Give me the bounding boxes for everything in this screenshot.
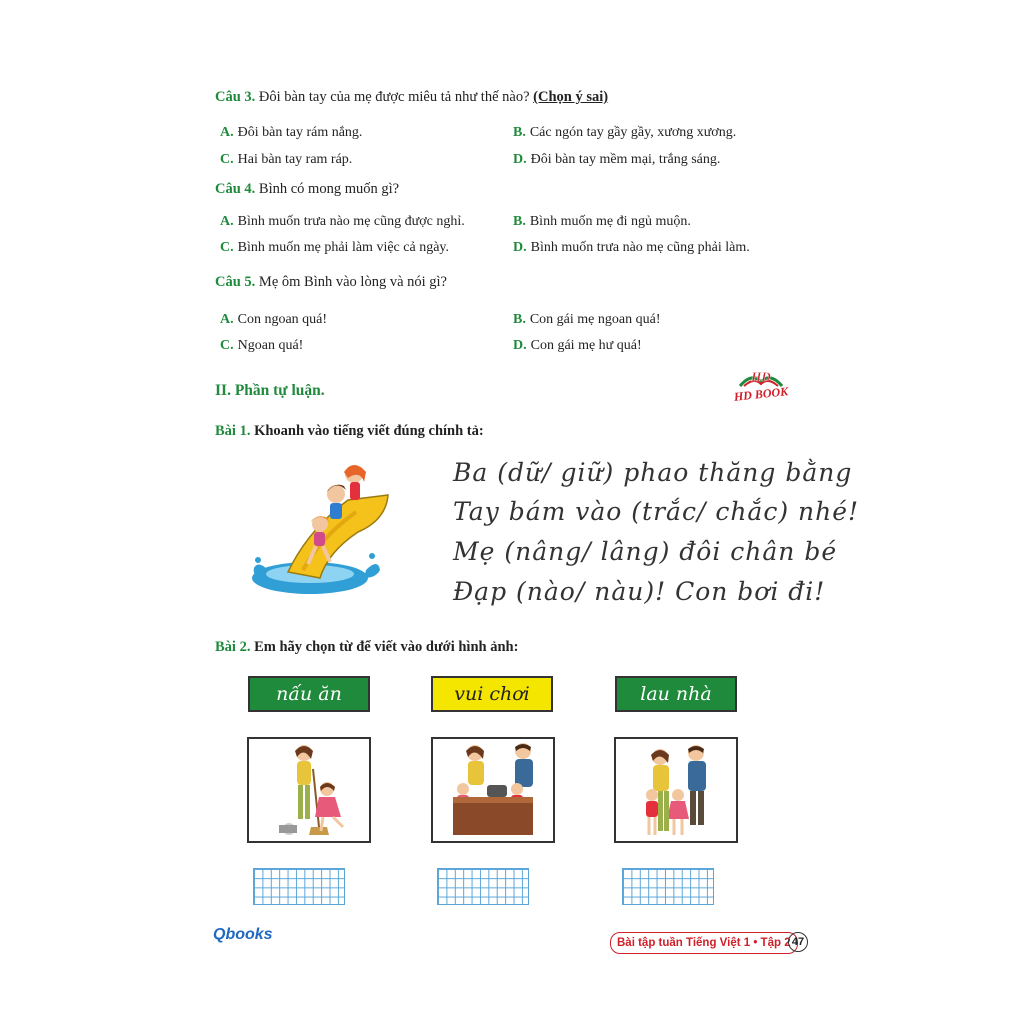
- hd-book-logo: [726, 364, 796, 404]
- qbooks-logo: [213, 926, 273, 944]
- question-3: [215, 88, 608, 106]
- option-b[interactable]: [513, 213, 691, 231]
- question-number: Câu 4.: [215, 181, 256, 197]
- option-text: Hai bàn tay ram ráp.: [237, 152, 353, 167]
- option-letter: D.: [513, 338, 527, 353]
- option-c[interactable]: [220, 151, 352, 169]
- exercise-instruction: Em hãy chọn từ để viết vào dưới hình ảnh:: [254, 639, 519, 655]
- question-5: [215, 273, 447, 291]
- picture-family-together: [614, 737, 738, 843]
- option-letter: B.: [513, 125, 526, 140]
- section-title: II. Phần tự luận.: [215, 382, 325, 399]
- exercise-label: Bài 1.: [215, 423, 251, 439]
- question-note: (Chọn ý sai): [533, 89, 609, 105]
- cursive-line-4: Đạp (nào/ nàu)! Con bơi đi!: [453, 577, 826, 606]
- option-d[interactable]: [513, 337, 642, 355]
- option-text: Đôi bàn tay rám nắng.: [237, 125, 363, 140]
- exercise-2-heading: [215, 639, 518, 656]
- option-b[interactable]: [513, 311, 660, 329]
- option-text: Bình muốn trưa nào mẹ cũng được nghỉ.: [237, 214, 465, 229]
- option-letter: B.: [513, 214, 526, 229]
- question-text: Đôi bàn tay của mẹ được miêu tả như thế nào?: [258, 89, 530, 105]
- question-text: Bình có mong muốn gì?: [258, 181, 400, 197]
- option-b[interactable]: [513, 124, 736, 142]
- option-letter: B.: [513, 312, 526, 327]
- option-text: Đôi bàn tay mềm mại, trắng sáng.: [530, 152, 721, 167]
- writing-grid[interactable]: [622, 868, 714, 905]
- option-letter: A.: [220, 125, 234, 140]
- book-title: Bài tập tuần Tiếng Việt 1 • Tập 2: [617, 937, 791, 949]
- option-c[interactable]: [220, 337, 303, 355]
- page-number: 47: [788, 932, 808, 952]
- option-letter: A.: [220, 214, 234, 229]
- option-text: Con ngoan quá!: [237, 312, 328, 327]
- exercise-1-heading: [215, 423, 484, 440]
- book-title-badge: [610, 932, 798, 954]
- option-text: Bình muốn trưa nào mẹ cũng phải làm.: [530, 240, 750, 255]
- option-text: Con gái mẹ hư quá!: [530, 338, 642, 353]
- cursive-line-3: Mẹ (nâng/ lâng) đôi chân bé: [453, 537, 838, 566]
- exercise-label: Bài 2.: [215, 639, 251, 655]
- option-letter: C.: [220, 338, 234, 353]
- option-text: Con gái mẹ ngoan quá!: [529, 312, 661, 327]
- cursive-line-2: Tay bám vào (trắc/ chắc) nhé!: [453, 497, 860, 526]
- option-letter: D.: [513, 240, 527, 255]
- brand-text: Qbooks: [213, 926, 273, 943]
- word-box-playing: vui chơi: [431, 676, 553, 712]
- writing-grid[interactable]: [253, 868, 345, 905]
- option-letter: D.: [513, 152, 527, 167]
- exercise-instruction: Khoanh vào tiếng viết đúng chính tả:: [254, 423, 484, 439]
- option-d[interactable]: [513, 239, 750, 257]
- option-a[interactable]: [220, 213, 465, 231]
- logo-top-text: HD: [751, 369, 771, 384]
- option-c[interactable]: [220, 239, 449, 257]
- option-letter: C.: [220, 240, 234, 255]
- word-box-cleaning: lau nhà: [615, 676, 737, 712]
- option-text: Bình muốn mẹ phải làm việc cả ngày.: [237, 240, 449, 255]
- cursive-line-1: Ba (dữ/ giữ) phao thăng bằng: [453, 458, 853, 487]
- option-a[interactable]: [220, 124, 362, 142]
- option-text: Các ngón tay gầy gầy, xương xương.: [529, 125, 737, 140]
- question-text: Mẹ ôm Bình vào lòng và nói gì?: [258, 274, 447, 290]
- water-slide-illustration: [248, 460, 396, 605]
- writing-grid[interactable]: [437, 868, 529, 905]
- option-text: Ngoan quá!: [237, 338, 304, 353]
- option-a[interactable]: [220, 311, 327, 329]
- option-letter: C.: [220, 152, 234, 167]
- logo-bottom-text: HD BOOK: [733, 384, 789, 404]
- option-d[interactable]: [513, 151, 720, 169]
- question-4: [215, 180, 399, 198]
- picture-sweeping: [247, 737, 371, 843]
- question-number: Câu 5.: [215, 274, 256, 290]
- option-text: Bình muốn mẹ đi ngủ muộn.: [529, 214, 691, 229]
- question-number: Câu 3.: [215, 89, 256, 105]
- picture-family-cooking: [431, 737, 555, 843]
- option-letter: A.: [220, 312, 234, 327]
- word-box-cooking: nấu ăn: [248, 676, 370, 712]
